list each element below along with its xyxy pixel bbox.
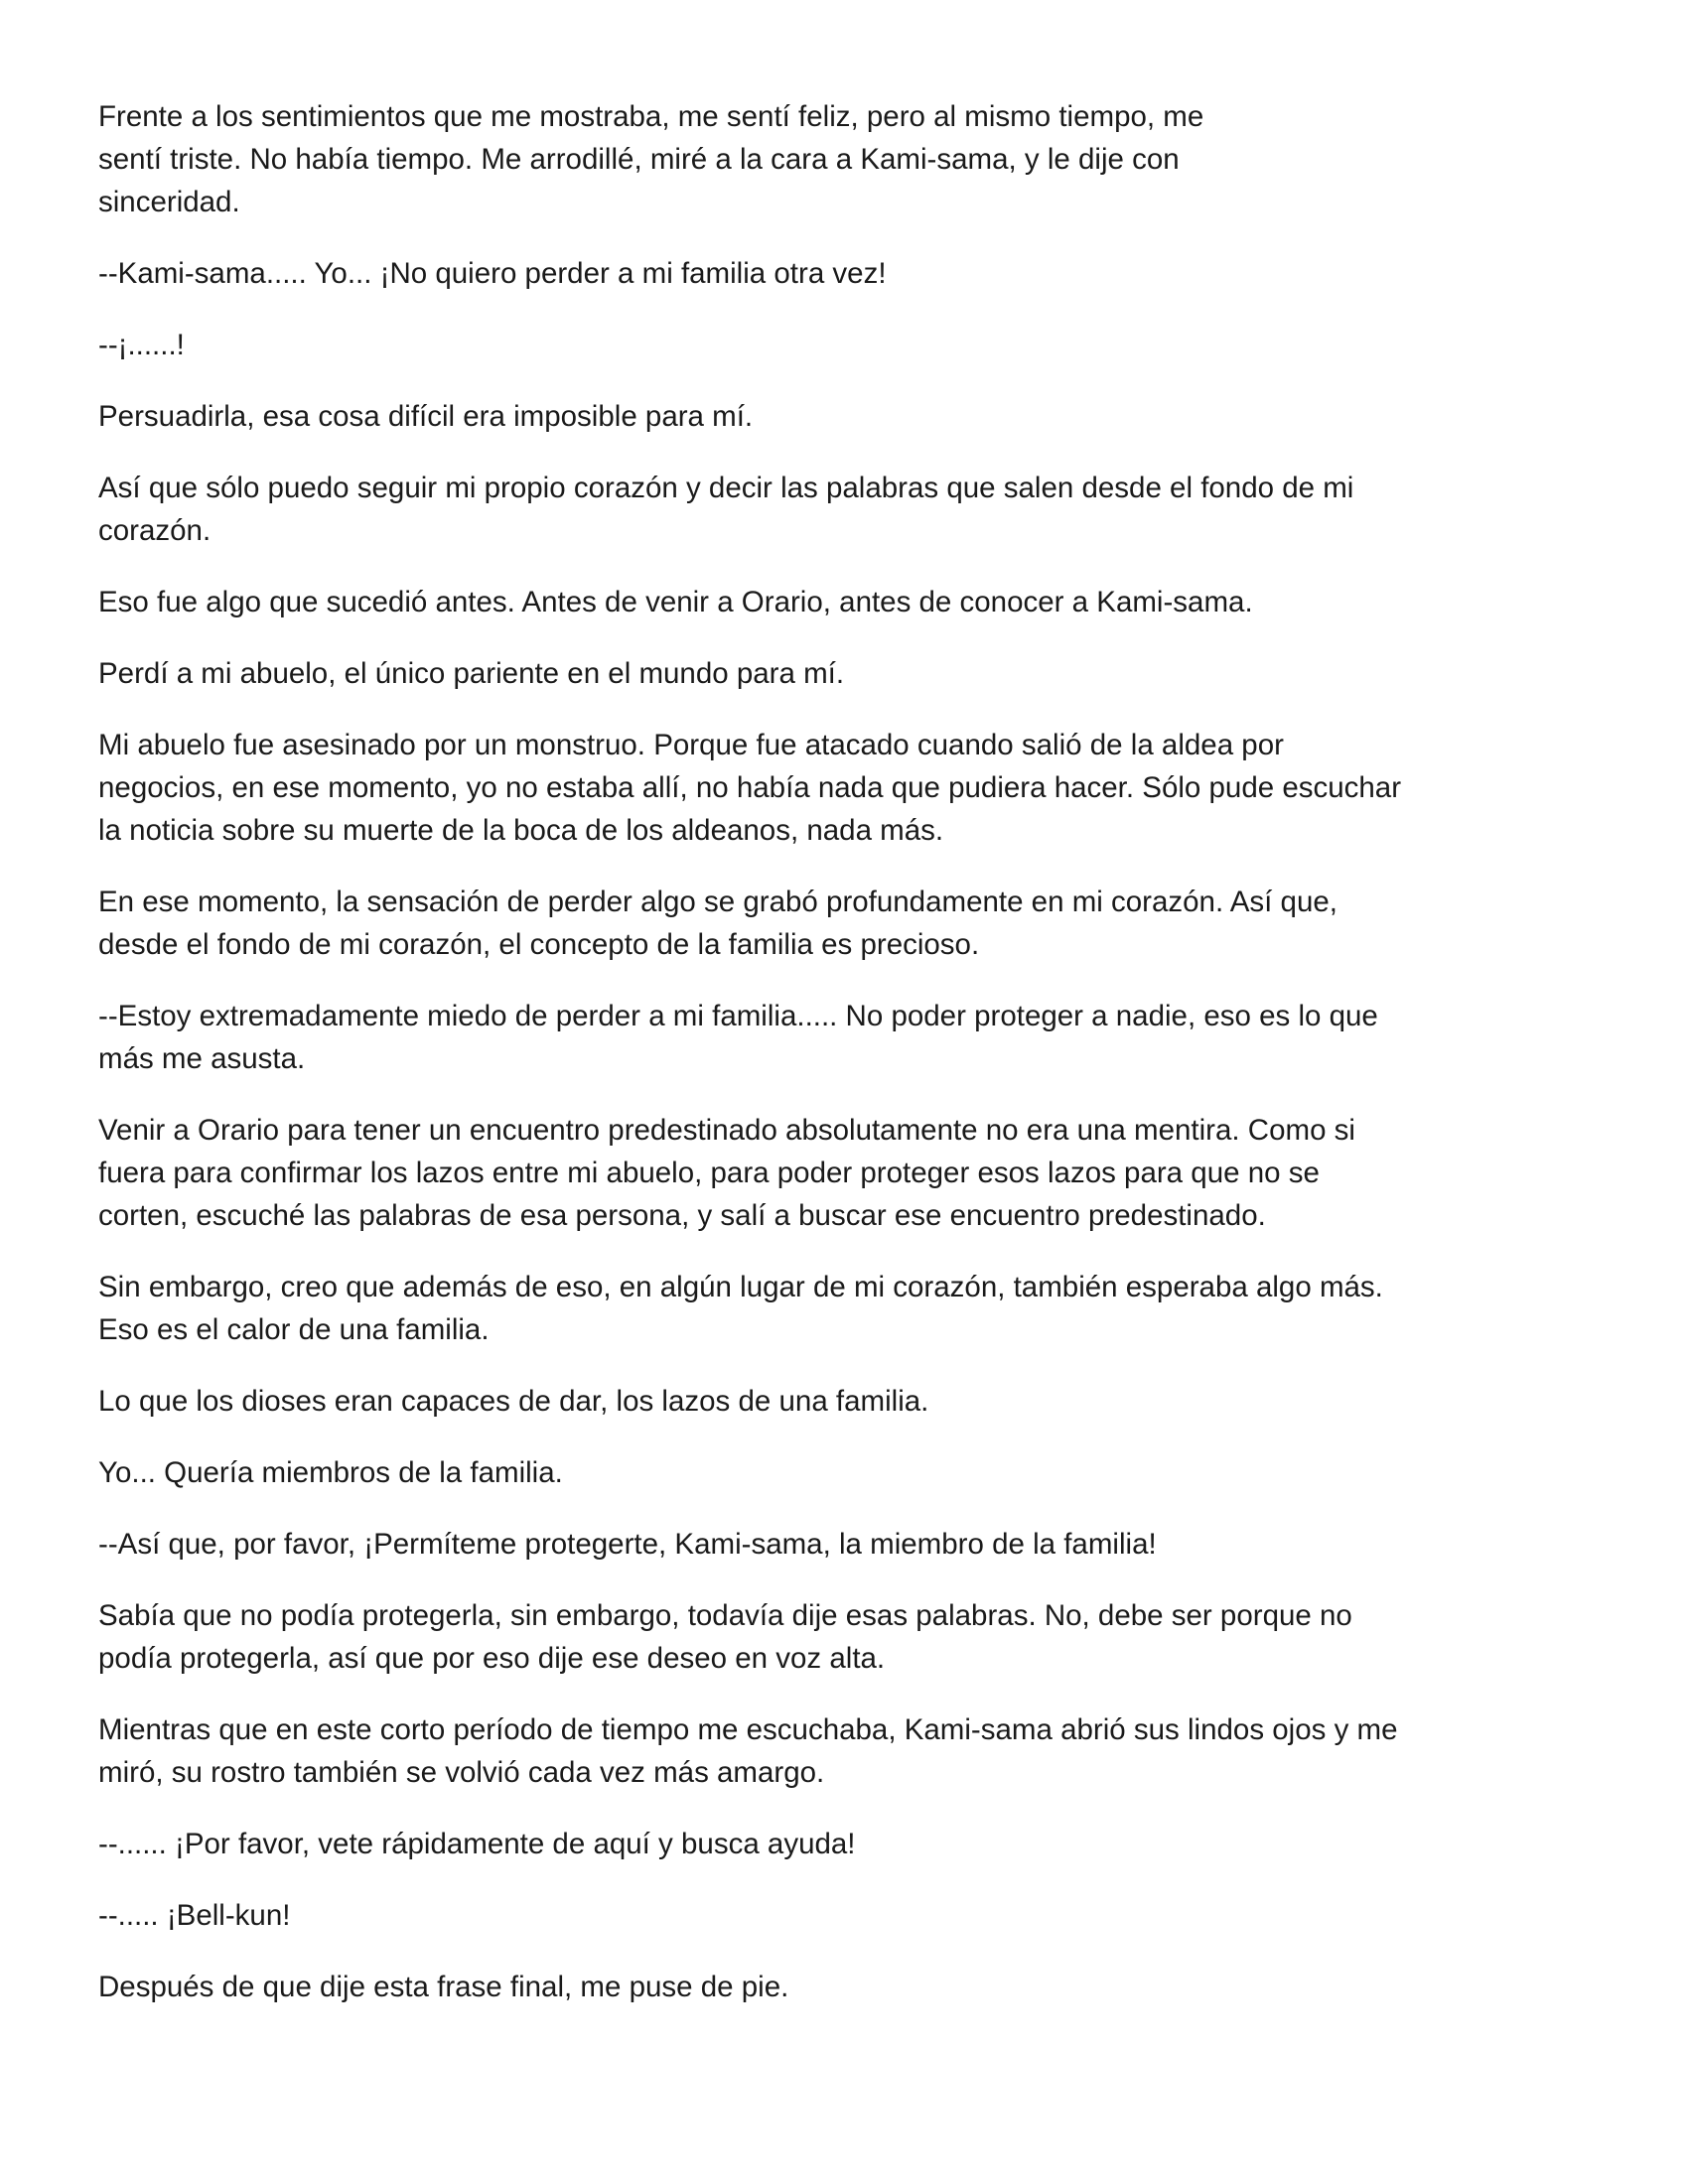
paragraph-20 — [98, 1966, 1588, 2008]
text-line: desde el fondo de mi corazón, el concepto de la familia es precioso. — [98, 928, 980, 961]
text-line: sinceridad. — [98, 186, 240, 218]
text-line: sentí triste. No había tiempo. Me arrodillé, miré a la cara a Kami-sama, y le dije con — [98, 143, 1180, 176]
text-line: Así que sólo puedo seguir mi propio corazón y decir las palabras que salen desde el fondo de mi — [98, 472, 1354, 504]
text-line: corten, escuché las palabras de esa persona, y salí a buscar ese encuentro predestinado. — [98, 1199, 1266, 1232]
paragraph-14 — [98, 1451, 1588, 1494]
text-line: Sin embargo, creo que además de eso, en algún lugar de mi corazón, también esperaba algo más. — [98, 1271, 1383, 1303]
text-line: Venir a Orario para tener un encuentro predestinado absolutamente no era una mentira. Como si — [98, 1114, 1355, 1147]
paragraph-18 — [98, 1823, 1588, 1865]
paragraph-7 — [98, 652, 1588, 695]
text-line: --Estoy extremadamente miedo de perder a mi familia..... No poder proteger a nadie, eso es lo que — [98, 1000, 1378, 1032]
paragraph-15 — [98, 1523, 1588, 1566]
text-line: --Kami-sama..... Yo... ¡No quiero perder a mi familia otra vez! — [98, 257, 887, 290]
text-line: Mi abuelo fue asesinado por un monstruo. Porque fue atacado cuando salió de la aldea por — [98, 729, 1284, 761]
text-line: Después de que dije esta frase final, me puse de pie. — [98, 1971, 789, 2003]
paragraph-19 — [98, 1894, 1588, 1937]
paragraph-5 — [98, 467, 1588, 552]
text-line: Eso es el calor de una familia. — [98, 1313, 490, 1346]
text-line: la noticia sobre su muerte de la boca de los aldeanos, nada más. — [98, 814, 944, 847]
text-line: En ese momento, la sensación de perder algo se grabó profundamente en mi corazón. Así que, — [98, 886, 1337, 918]
text-line: Lo que los dioses eran capaces de dar, los lazos de una familia. — [98, 1385, 929, 1418]
text-line: más me asusta. — [98, 1042, 306, 1075]
paragraph-3 — [98, 324, 1588, 366]
paragraph-4 — [98, 395, 1588, 438]
text-line: Frente a los sentimientos que me mostraba, me sentí feliz, pero al mismo tiempo, me — [98, 100, 1204, 133]
paragraph-2 — [98, 252, 1588, 295]
paragraph-11 — [98, 1109, 1588, 1237]
text-line: fuera para confirmar los lazos entre mi abuelo, para poder proteger esos lazos para que no se — [98, 1157, 1320, 1189]
text-line: negocios, en ese momento, yo no estaba allí, no había nada que pudiera hacer. Sólo pude escuchar — [98, 771, 1402, 804]
text-line: Mientras que en este corto período de tiempo me escuchaba, Kami-sama abrió sus lindos ojos y me — [98, 1713, 1398, 1746]
page-body-text — [98, 95, 1588, 2037]
text-line: Eso fue algo que sucedió antes. Antes de venir a Orario, antes de conocer a Kami-sama. — [98, 586, 1253, 618]
paragraph-17 — [98, 1708, 1588, 1794]
text-line: --...... ¡Por favor, vete rápidamente de aquí y busca ayuda! — [98, 1828, 856, 1860]
text-line: Perdí a mi abuelo, el único pariente en el mundo para mí. — [98, 657, 845, 690]
text-line: --¡......! — [98, 329, 185, 361]
paragraph-1 — [98, 95, 1588, 223]
text-line: --..... ¡Bell-kun! — [98, 1899, 291, 1932]
paragraph-8 — [98, 724, 1588, 852]
text-line: corazón. — [98, 514, 211, 547]
text-line: podía protegerla, así que por eso dije ese deseo en voz alta. — [98, 1642, 886, 1675]
text-line: Persuadirla, esa cosa difícil era imposible para mí. — [98, 400, 754, 433]
text-line: Yo... Quería miembros de la familia. — [98, 1456, 563, 1489]
paragraph-12 — [98, 1266, 1588, 1351]
paragraph-10 — [98, 995, 1588, 1080]
paragraph-16 — [98, 1594, 1588, 1680]
text-line: --Así que, por favor, ¡Permíteme protegerte, Kami-sama, la miembro de la familia! — [98, 1528, 1157, 1561]
text-line: miró, su rostro también se volvió cada vez más amargo. — [98, 1756, 825, 1789]
paragraph-13 — [98, 1380, 1588, 1423]
text-line: Sabía que no podía protegerla, sin embargo, todavía dije esas palabras. No, debe ser porque no — [98, 1599, 1352, 1632]
paragraph-6 — [98, 581, 1588, 623]
paragraph-9 — [98, 881, 1588, 966]
